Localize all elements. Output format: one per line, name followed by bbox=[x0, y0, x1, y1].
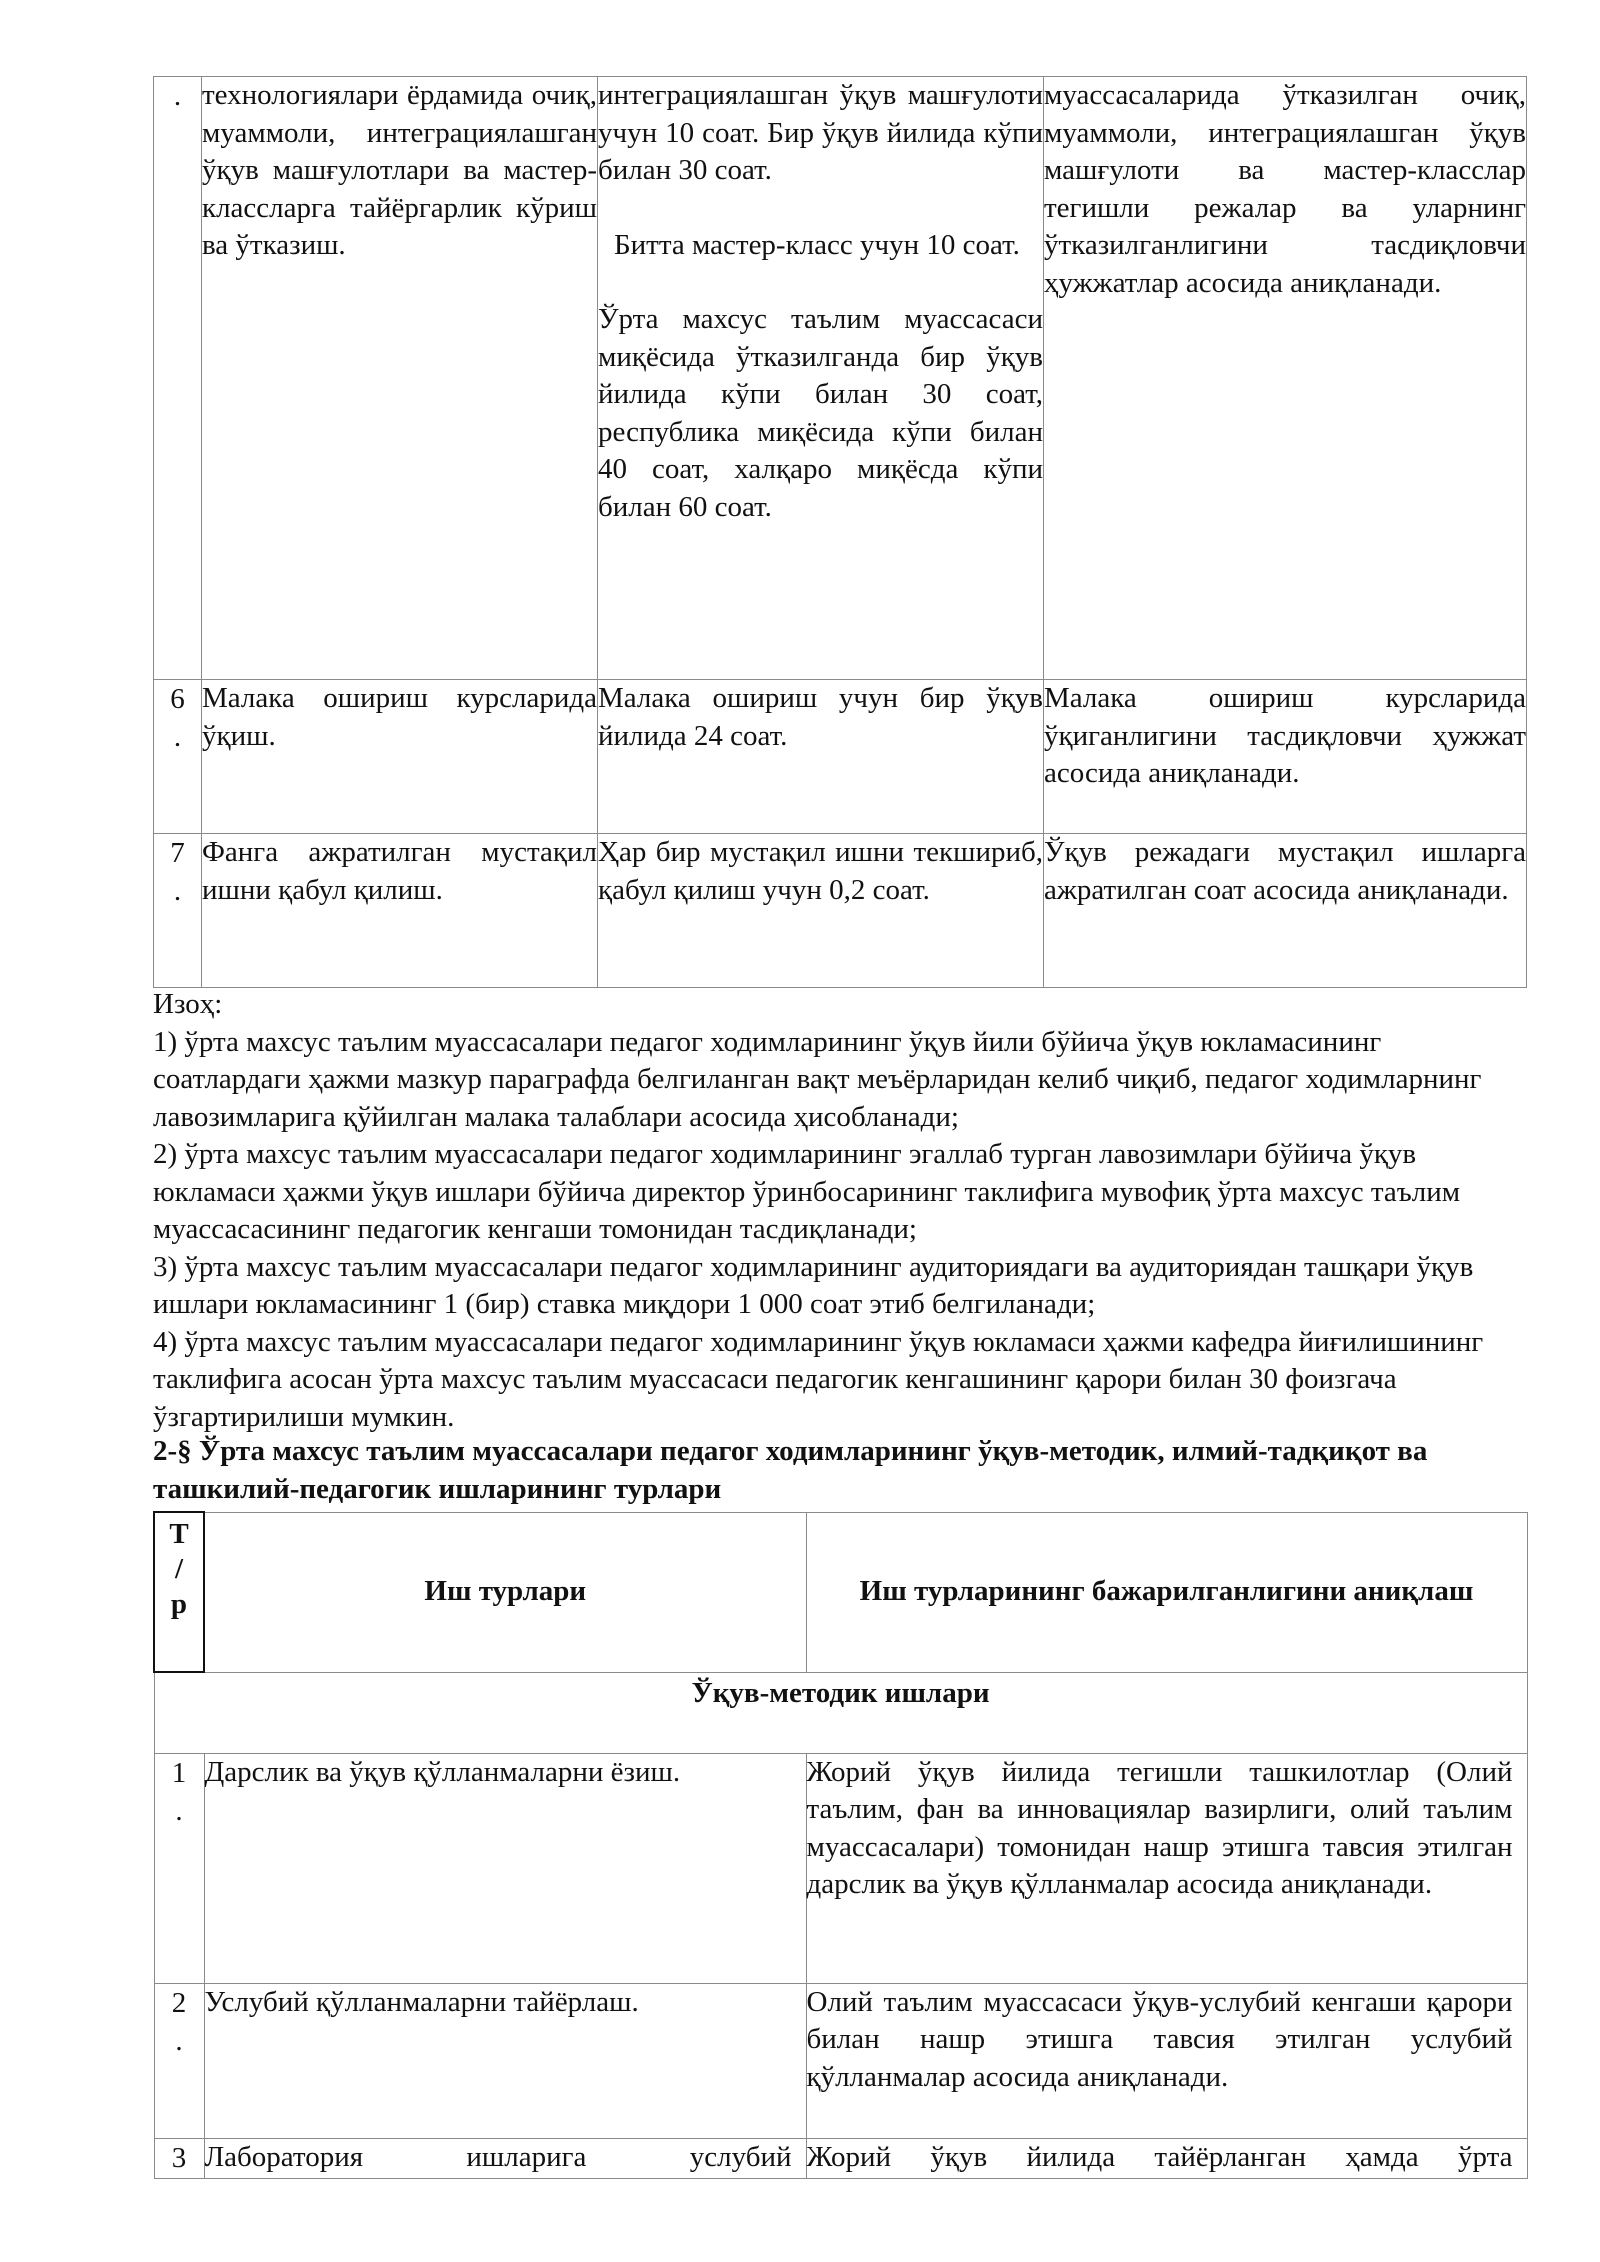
time-norm-cell: Малака ошириш учун бир ўқув йилида 24 соат. bbox=[598, 680, 1044, 834]
row-number: . bbox=[154, 77, 202, 680]
determination-cell: Ўқув режадаги мустақил ишларга ажратилган соат асосида аниқланади. bbox=[1044, 834, 1527, 988]
table-row bbox=[154, 2138, 1527, 2178]
header-determination: Иш турларининг бажарилганлигини аниқлаш bbox=[806, 1512, 1527, 1672]
section-heading: 2-§ Ўрта махсус таълим муассасалари педагог ходимларининг ўқув-методик, илмий-тадқиқот ва ташкилий-педагогик ишларининг турлари bbox=[153, 1435, 1428, 1505]
note-item: 1) ўрта махсус таълим муассасалари педагог ходимларининг ўқув йили бўйича ўқув юкламасининг соатлардаги ҳажми мазкур параграфда белгиланган вақт меъёрларидан келиб чиқиб, педагог ходимларнинг лавозимларига қўйилган малака талаблари асосида ҳисобланади; bbox=[153, 1025, 1482, 1133]
determination-cell: Жорий ўқув йилида тегишли ташкилотлар (Олий таълим, фан ва инновациялар вазирлиги, олий таълим муассасалари) томонидан нашр этишга тавсия этилган дарслик ва ўқув қўлланмалар асосида аниқланади. bbox=[806, 1753, 1527, 1983]
notes-section bbox=[153, 986, 1526, 1436]
work-type-cell: Услубий қўлланмаларни тайёрлаш. bbox=[204, 1983, 806, 2138]
table-row bbox=[154, 1753, 1527, 1983]
determination-cell: муассасаларида ўтказилган очиқ, муаммоли, интеграциялашган ўқув машғулоти ва мастер-класслар тегишли режалар ва уларнинг ўтказилганлигини тасдиқловчи ҳужжатлар асосида аниқланади. bbox=[1044, 77, 1527, 680]
work-types-table bbox=[153, 1511, 1528, 2179]
row-number: 2 . bbox=[154, 1983, 204, 2138]
determination-cell: Малака ошириш курсларида ўқиганлигини тасдиқловчи ҳужжат асосида аниқланади. bbox=[1044, 680, 1527, 834]
work-type-cell: Лаборатория ишларига услубий bbox=[204, 2138, 806, 2178]
work-type-cell: технологиялари ёрдамида очиқ, муаммоли, интеграциялашган ўқув машғулотлари ва мастер-классларга тайёргарлик кўриш ва ўтказиш. bbox=[202, 77, 598, 680]
note-item: 3) ўрта махсус таълим муассасалари педагог ходимларининг аудиториядаги ва аудиториядан ташқари ўқув ишлари юкламасининг 1 (бир) ставка миқдори 1 000 соат этиб белгиланади; bbox=[153, 1250, 1474, 1320]
row-number: 1 . bbox=[154, 1753, 204, 1983]
work-type-cell: Дарслик ва ўқув қўлланмаларни ёзиш. bbox=[204, 1753, 806, 1983]
workload-norms-table bbox=[153, 76, 1527, 988]
table-row bbox=[154, 77, 1527, 680]
time-norm-cell: Ҳар бир мустақил ишни текшириб, қабул қилиш учун 0,2 соат. bbox=[598, 834, 1044, 988]
table-row bbox=[154, 834, 1527, 988]
determination-cell: Жорий ўқув йилида тайёрланган ҳамда ўрта bbox=[806, 2138, 1527, 2178]
note-item: 4) ўрта махсус таълим муассасалари педагог ходимларининг ўқув юкламаси ҳажми кафедра йиғилишининг таклифига асосан ўрта махсус таълим муассасаси педагогик кенгашининг қарори билан 30 фоизгача ўзгартирилиши мумкин. bbox=[153, 1325, 1484, 1433]
row-number: 3 bbox=[154, 2138, 204, 2178]
table-row bbox=[154, 1983, 1527, 2138]
table-header-row bbox=[154, 1512, 1527, 1672]
work-type-cell: Малака ошириш курсларида ўқиш. bbox=[202, 680, 598, 834]
note-item: 2) ўрта махсус таълим муассасалари педагог ходимларининг эгаллаб турган лавозимлари бўйича ўқув юкламаси ҳажми ўқув ишлари бўйича директор ўринбосарининг таклифига мувофиқ ўрта махсус таълим муассасасининг педагогик кенгаши томонидан тасдиқланади; bbox=[153, 1138, 1461, 1245]
determination-cell: Олий таълим муассасаси ўқув-услубий кенгаши қарори билан нашр этишга тавсия этилган услубий қўлланмалар асосида аниқланади. bbox=[806, 1983, 1527, 2138]
table-row bbox=[154, 680, 1527, 834]
row-number: 6 . bbox=[154, 680, 202, 834]
work-type-cell: Фанга ажратилган мустақил ишни қабул қилиш. bbox=[202, 834, 598, 988]
header-number: Т / р bbox=[154, 1512, 204, 1672]
header-work-types: Иш турлари bbox=[204, 1512, 806, 1672]
notes-title: Изоҳ: bbox=[153, 988, 223, 1020]
row-number: 7 . bbox=[154, 834, 202, 988]
time-norm-cell: интеграциялашган ўқув машғулоти учун 10 соат. Бир ўқув йилида кўпи билан 30 соат. Битта мастер-класс учун 10 соат. Ўрта махсус таълим муассасаси миқёсида ўтказилганда бир ўқув йилида кўпи билан 30 соат, республика миқёсида кўпи билан 40 соат, халқаро миқёсда кўпи билан 60 соат. bbox=[598, 77, 1044, 680]
subheader-methodical-work: Ўқув-методик ишлари bbox=[154, 1672, 1527, 1753]
table-subheader-row bbox=[154, 1672, 1527, 1753]
